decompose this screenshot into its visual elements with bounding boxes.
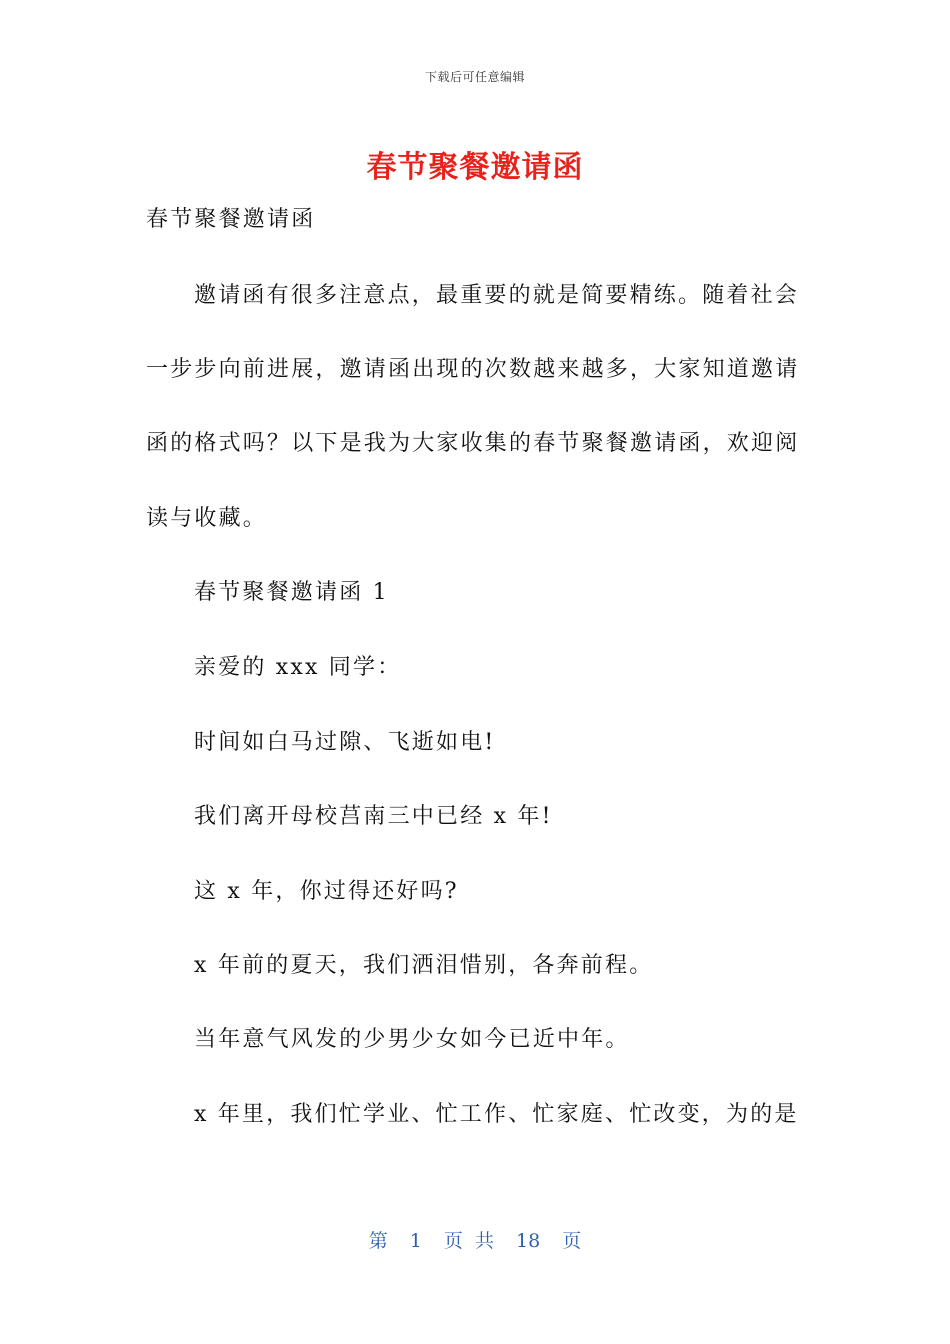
body-line: 这 x 年，你过得还好吗? xyxy=(194,879,459,904)
body-line: 当年意气风发的少男少女如今已近中年。 xyxy=(194,1027,630,1052)
footer-suffix: 页 xyxy=(562,1230,582,1252)
subtitle-line: 春节聚餐邀请函 xyxy=(146,207,316,232)
section-heading: 春节聚餐邀请函 1 xyxy=(194,580,389,605)
footer-middle: 页 共 xyxy=(443,1230,494,1252)
header-note: 下载后可任意编辑 xyxy=(424,70,525,84)
body-line: x 年里，我们忙学业、忙工作、忙家庭、忙改变，为的是 xyxy=(194,1102,799,1127)
body-line: x 年前的夏天，我们洒泪惜别，各奔前程。 xyxy=(194,953,654,978)
footer-prefix: 第 xyxy=(368,1230,388,1252)
intro-line: 函的格式吗？以下是我为大家收集的春节聚餐邀请函，欢迎阅 xyxy=(146,431,800,456)
footer-current-page: 1 xyxy=(409,1230,422,1252)
intro-line: 读与收藏。 xyxy=(146,506,268,531)
body-line: 时间如白马过隙、飞逝如电! xyxy=(194,730,496,755)
page-number-footer xyxy=(0,1226,950,1253)
body-line: 亲爱的 xxx 同学： xyxy=(194,655,402,680)
body-line: 我们离开母校莒南三中已经 x 年! xyxy=(194,804,553,829)
intro-line: 一步步向前进展，邀请函出现的次数越来越多，大家知道邀请 xyxy=(146,357,800,382)
intro-line: 邀请函有很多注意点，最重要的就是简要精练。随着社会 xyxy=(194,283,800,308)
footer-total-pages: 18 xyxy=(516,1230,541,1252)
document-title: 春节聚餐邀请函 xyxy=(366,150,584,185)
